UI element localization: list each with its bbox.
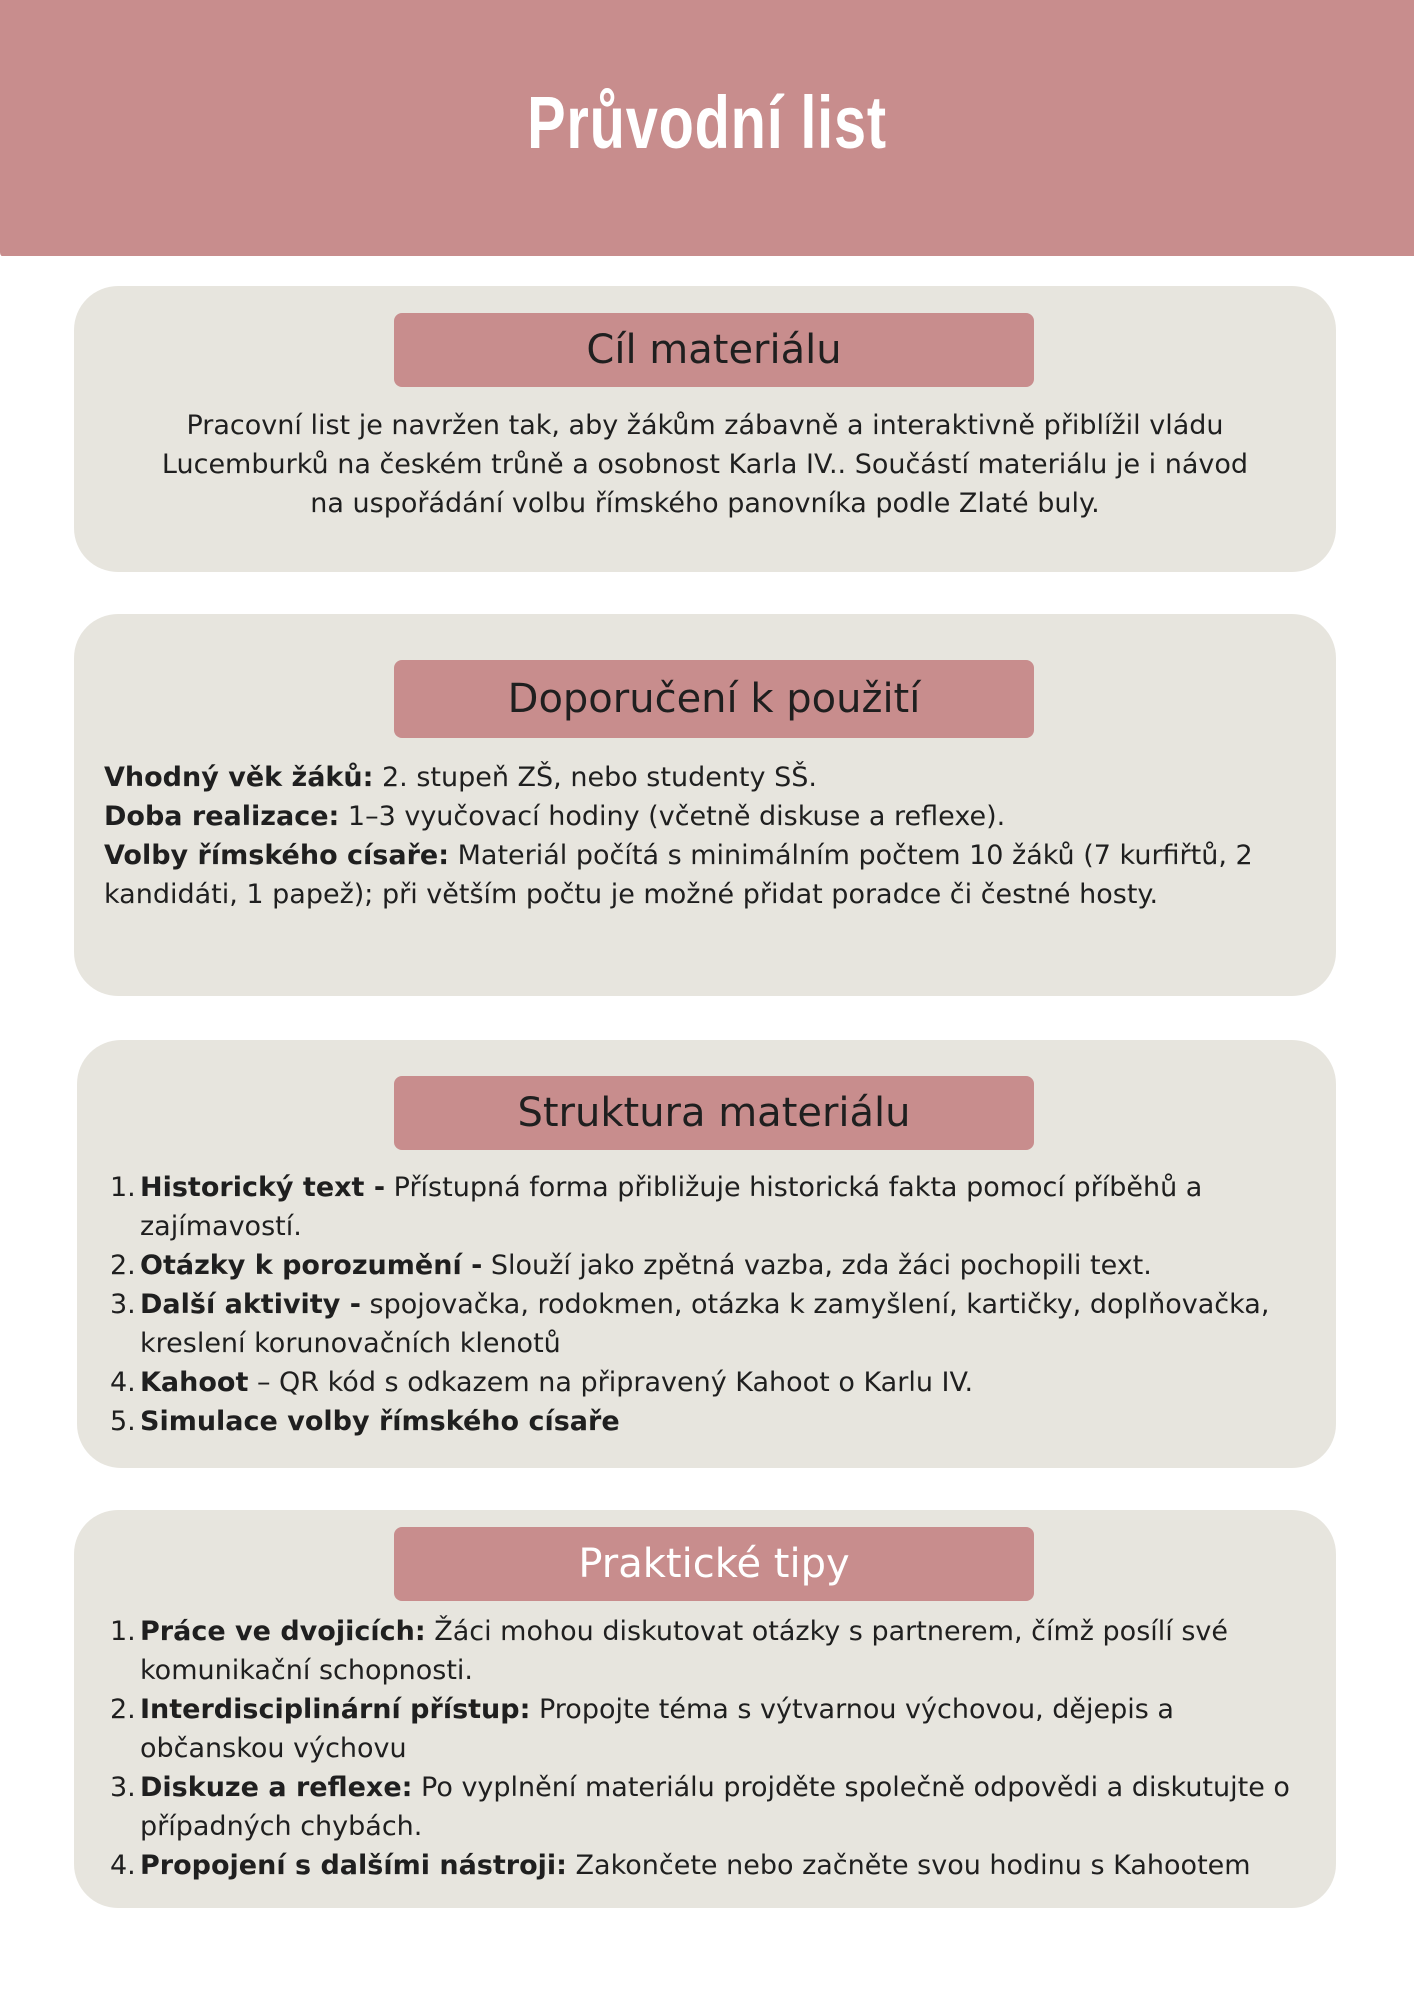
list-number: 2.: [110, 1250, 136, 1281]
header-banner: [0, 0, 1414, 256]
list-number: 3.: [110, 1289, 136, 1320]
goal-card: [74, 286, 1336, 572]
list-item: [110, 1402, 1300, 1441]
item-label: Historický text -: [140, 1172, 386, 1203]
usage-value: 1–3 vyučovací hodiny (včetně diskuse a reflexe).: [339, 801, 1006, 832]
list-item: [110, 1612, 1310, 1690]
usage-row-age: [104, 758, 1304, 797]
tips-title: Praktické tipy: [394, 1527, 1034, 1601]
list-item: [110, 1246, 1300, 1285]
item-text: spojovačka, rodokmen, otázka k zamyšlení, kartičky, doplňovačka, kreslení korunovačních klenotů: [140, 1289, 1270, 1359]
item-text: Přístupná forma přibližuje historická fakta pomocí příběhů a zajímavostí.: [140, 1172, 1203, 1242]
usage-label: Volby římského císaře:: [104, 840, 450, 871]
usage-row-election: [104, 836, 1304, 914]
item-text: Po vyplnění materiálu projděte společně odpovědi a diskutujte o případných chybách.: [140, 1772, 1290, 1842]
item-label: Diskuze a reflexe:: [140, 1772, 413, 1803]
item-label: Kahoot: [140, 1367, 249, 1398]
usage-label: Vhodný věk žáků:: [104, 762, 374, 793]
list-number: 1.: [110, 1172, 136, 1203]
list-number: 2.: [110, 1694, 136, 1725]
usage-text: [104, 758, 1304, 914]
item-label: Simulace volby římského císaře: [140, 1406, 620, 1437]
item-label: Propojení s dalšími nástroji:: [140, 1850, 567, 1881]
list-item: [110, 1768, 1310, 1846]
goal-text: Pracovní list je navržen tak, aby žákům zábavně a interaktivně přiblížil vládu Lucemburků na českém trůně a osobnost Karla IV.. Součástí materiálu je i návod na uspořádání volbu římského panovníka podle Zlaté buly.: [161, 410, 1249, 519]
list-item: [110, 1846, 1310, 1885]
usage-value: Materiál počítá s minimálním počtem 10 žáků (7 kurfiřtů, 2 kandidáti, 1 papež); při větším počtu je možné přidat poradce či čestné hosty.: [104, 840, 1253, 910]
item-text: Zakončete nebo začněte svou hodinu s Kahootem: [566, 1850, 1251, 1881]
usage-row-duration: [104, 797, 1304, 836]
item-label: Interdisciplinární přístup:: [140, 1694, 531, 1725]
page-title: Průvodní list: [527, 81, 887, 164]
goal-title: Cíl materiálu: [394, 313, 1034, 387]
item-text: – QR kód s odkazem na připravený Kahoot o Karlu IV.: [248, 1367, 974, 1398]
list-number: 1.: [110, 1616, 136, 1647]
item-text: Slouží jako zpětná vazba, zda žáci pochopili text.: [482, 1250, 1152, 1281]
list-item: [110, 1168, 1300, 1246]
list-number: 4.: [110, 1850, 136, 1881]
list-number: 3.: [110, 1772, 136, 1803]
list-number: 4.: [110, 1367, 136, 1398]
item-label: Další aktivity -: [140, 1289, 361, 1320]
list-number: 5.: [110, 1406, 136, 1437]
list-item: [110, 1690, 1310, 1768]
structure-list: [110, 1168, 1300, 1441]
item-text: Propojte téma s výtvarnou výchovou, dějepis a občanskou výchovu: [140, 1694, 1174, 1764]
item-label: Práce ve dvojicích:: [140, 1616, 426, 1647]
usage-value: 2. stupeň ZŠ, nebo studenty SŠ.: [373, 762, 817, 793]
usage-label: Doba realizace:: [104, 801, 340, 832]
structure-card: [77, 1040, 1336, 1468]
tips-list: [110, 1612, 1310, 1885]
structure-title: Struktura materiálu: [394, 1076, 1034, 1150]
usage-title: Doporučení k použití: [394, 660, 1034, 738]
usage-card: [74, 614, 1336, 996]
item-text: Žáci mohou diskutovat otázky s partnerem, čímž posílí své komunikační schopnosti.: [140, 1616, 1229, 1686]
list-item: [110, 1363, 1300, 1402]
item-label: Otázky k porozumění -: [140, 1250, 483, 1281]
tips-card: [74, 1510, 1336, 1908]
list-item: [110, 1285, 1300, 1363]
